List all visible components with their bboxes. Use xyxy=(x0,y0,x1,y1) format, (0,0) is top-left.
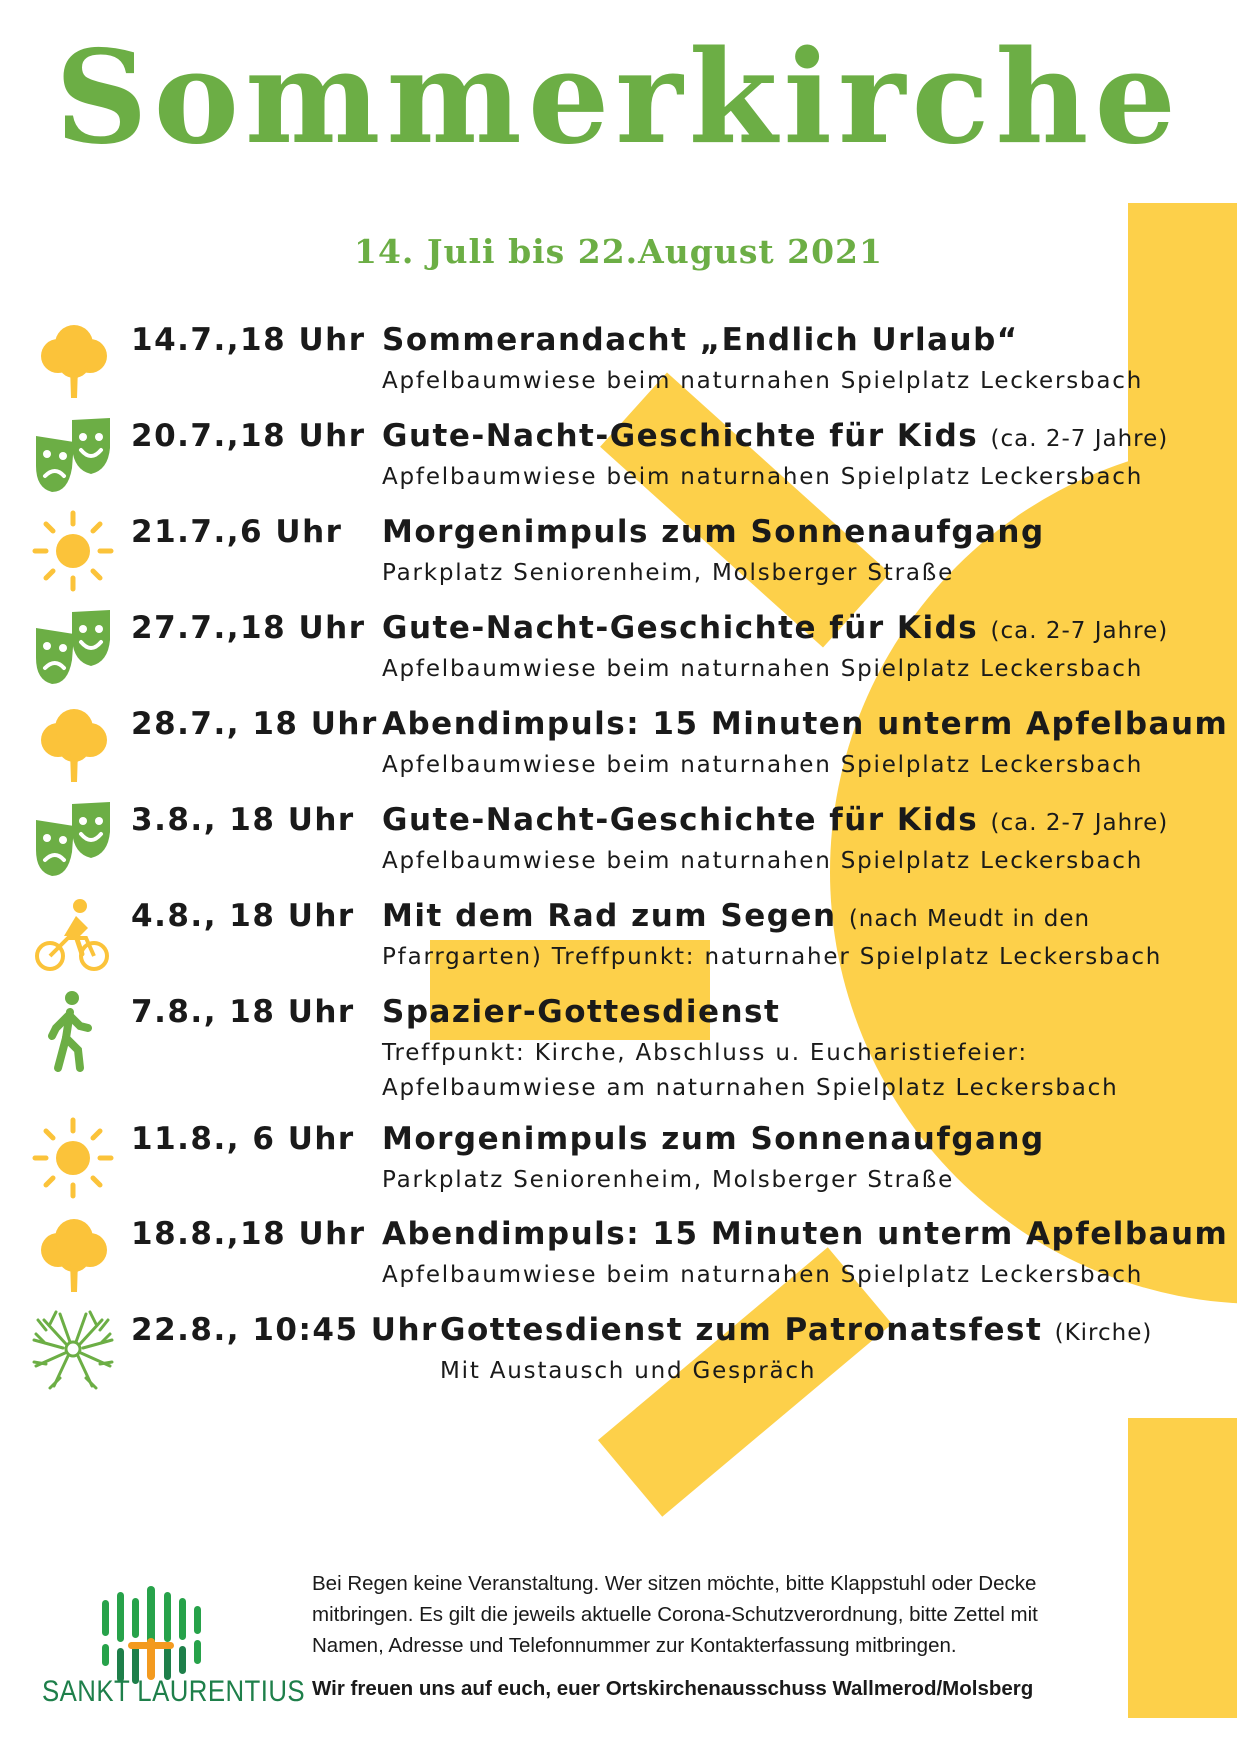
event-location-line: Apfelbaumwiese beim naturnahen Spielplatz Leckersbach xyxy=(382,368,1144,394)
theater-masks-icon xyxy=(30,796,116,882)
event-title-line xyxy=(382,514,1045,550)
event-location-line: Apfelbaumwiese beim naturnahen Spielplatz Leckersbach xyxy=(382,1262,1144,1288)
event-date: 27.7.,18 Uhr xyxy=(131,610,366,646)
event-date: 20.7.,18 Uhr xyxy=(131,418,366,454)
event-title-line xyxy=(382,706,1228,742)
event-title: Gute-Nacht-Geschichte für Kids xyxy=(382,802,979,838)
theater-masks-icon xyxy=(30,604,116,690)
event-location-line: Parkplatz Seniorenheim, Molsberger Straße xyxy=(382,560,955,586)
event-location-line: Parkplatz Seniorenheim, Molsberger Straße xyxy=(382,1167,955,1193)
event-location xyxy=(382,460,1143,495)
event-date: 3.8., 18 Uhr xyxy=(131,802,355,838)
event-location-line: Mit Austausch und Gespräch xyxy=(440,1358,817,1384)
tree-icon xyxy=(30,700,116,786)
event-location xyxy=(440,1354,816,1389)
event-note: (ca. 2-7 Jahre) xyxy=(990,618,1169,644)
cyclist-icon xyxy=(30,892,116,978)
footer-notice xyxy=(312,1568,1132,1661)
event-date: 28.7., 18 Uhr xyxy=(131,706,378,742)
event-title: Abendimpuls: 15 Minuten unterm Apfelbaum xyxy=(382,1216,1229,1252)
event-location-line: Apfelbaumwiese am naturnahen Spielplatz Leckersbach xyxy=(382,1075,1119,1101)
event-title-line xyxy=(382,994,780,1030)
event-location xyxy=(382,844,1143,879)
logo-wordmark: SANKT LAURENTIUS xyxy=(42,1675,306,1708)
event-date: 7.8., 18 Uhr xyxy=(131,994,355,1030)
sun-ray-bottom xyxy=(1128,1418,1237,1718)
event-location xyxy=(382,1163,954,1198)
event-date: 4.8., 18 Uhr xyxy=(131,898,355,934)
event-date: 14.7.,18 Uhr xyxy=(131,322,366,358)
sun-icon xyxy=(30,508,116,594)
event-location xyxy=(382,364,1143,399)
event-note: (ca. 2-7 Jahre) xyxy=(990,426,1169,452)
footer-line: Bei Regen keine Veranstaltung. Wer sitzen möchte, bitte Klappstuhl oder Decke xyxy=(312,1572,1037,1595)
event-location-line: Apfelbaumwiese beim naturnahen Spielplatz Leckersbach xyxy=(382,656,1144,682)
event-title: Abendimpuls: 15 Minuten unterm Apfelbaum xyxy=(382,706,1229,742)
event-title: Gute-Nacht-Geschichte für Kids xyxy=(382,610,979,646)
event-location-line: Pfarrgarten) Treffpunkt: naturnaher Spielplatz Leckersbach xyxy=(382,944,1163,970)
event-date: 18.8.,18 Uhr xyxy=(131,1216,366,1252)
event-location xyxy=(382,1036,1119,1106)
date-range: 14. Juli bis 22.August 2021 xyxy=(354,232,883,271)
event-location xyxy=(382,748,1143,783)
event-title: Sommerandacht „Endlich Urlaub“ xyxy=(382,322,1019,358)
event-location-line: Apfelbaumwiese beim naturnahen Spielplatz Leckersbach xyxy=(382,464,1144,490)
theater-masks-icon xyxy=(30,412,116,498)
event-title: Gute-Nacht-Geschichte für Kids xyxy=(382,418,979,454)
event-location xyxy=(382,652,1143,687)
event-title-line xyxy=(382,802,1168,838)
event-title: Gottesdienst zum Patronatsfest xyxy=(440,1312,1043,1348)
page-title: Sommerkirche xyxy=(55,23,1182,173)
event-title-line xyxy=(382,610,1168,646)
event-title: Morgenimpuls zum Sonnenaufgang xyxy=(382,1121,1045,1157)
event-title-line xyxy=(382,1216,1228,1252)
event-title-line xyxy=(382,418,1168,454)
event-title: Spazier-Gottesdienst xyxy=(382,994,781,1030)
event-title: Morgenimpuls zum Sonnenaufgang xyxy=(382,514,1045,550)
event-note: (ca. 2-7 Jahre) xyxy=(990,810,1169,836)
event-note: (nach Meudt in den xyxy=(848,906,1091,932)
event-note: (Kirche) xyxy=(1054,1320,1153,1346)
event-title-line xyxy=(382,322,1019,358)
event-date: 21.7.,6 Uhr xyxy=(131,514,343,550)
event-title: Mit dem Rad zum Segen xyxy=(382,898,837,934)
event-title-line xyxy=(382,1121,1045,1157)
joined-hands-icon xyxy=(30,1306,116,1392)
event-date: 22.8., 10:45 Uhr xyxy=(131,1312,438,1348)
sun-ray-diagonal-top xyxy=(600,372,890,647)
sun-icon xyxy=(30,1115,116,1201)
tree-icon xyxy=(30,316,116,402)
event-location xyxy=(382,556,954,591)
event-location-line: Apfelbaumwiese beim naturnahen Spielplatz Leckersbach xyxy=(382,848,1144,874)
event-location-line: Treffpunkt: Kirche, Abschluss u. Eucharistiefeier: xyxy=(382,1040,1028,1066)
event-location-line: Apfelbaumwiese beim naturnahen Spielplatz Leckersbach xyxy=(382,752,1144,778)
event-title-line xyxy=(382,898,1090,934)
event-location xyxy=(382,940,1162,975)
footer-signature: Wir freuen uns auf euch, euer Ortskirchenausschuss Wallmerod/Molsberg xyxy=(312,1677,1034,1700)
walker-icon xyxy=(30,988,116,1074)
footer-line: mitbringen. Es gilt die jeweils aktuelle Corona-Schutzverordnung, bitte Zettel mit xyxy=(312,1603,1038,1626)
tree-icon xyxy=(30,1210,116,1296)
event-date: 11.8., 6 Uhr xyxy=(131,1121,355,1157)
footer-line: Namen, Adresse und Telefonnummer zur Kontakterfassung mitbringen. xyxy=(312,1634,957,1657)
event-title-line xyxy=(440,1312,1152,1348)
event-location xyxy=(382,1258,1143,1293)
